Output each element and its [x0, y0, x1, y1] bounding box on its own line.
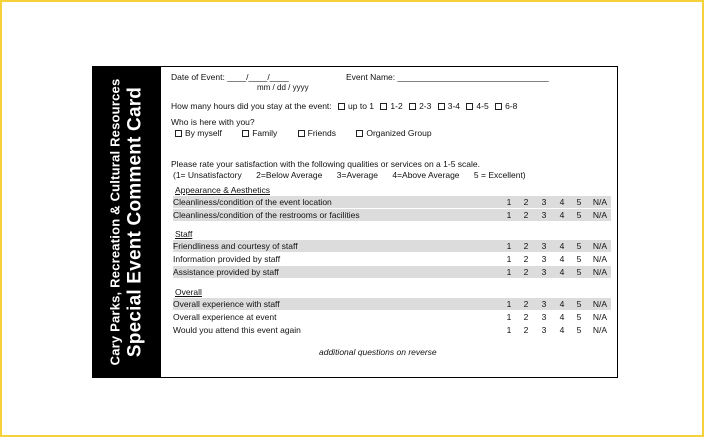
hours-option[interactable]: 2-3	[405, 101, 431, 111]
rating-row	[173, 266, 611, 278]
card-content	[161, 67, 617, 377]
who-option[interactable]: By myself	[171, 128, 222, 138]
rating-choice[interactable]: 2	[523, 197, 529, 207]
legend-5: 5 = Excellent)	[473, 170, 526, 180]
who-option[interactable]: Friends	[294, 128, 336, 138]
legend-2: 2=Below Average	[256, 170, 323, 180]
card-title: Special Event Comment Card	[124, 86, 146, 358]
rating-choice[interactable]: 4	[559, 254, 565, 264]
who-option[interactable]: Family	[238, 128, 277, 138]
rating-choice[interactable]: 2	[523, 267, 529, 277]
rating-choice[interactable]: N/A	[592, 325, 608, 335]
sidebar-title	[108, 79, 147, 366]
section-title: Overall	[175, 287, 202, 297]
rating-choice[interactable]: N/A	[592, 312, 608, 322]
rating-row	[173, 311, 611, 323]
rating-row	[173, 298, 611, 310]
rating-item-label: Friendliness and courtesy of staff	[173, 241, 298, 251]
rating-choice[interactable]: 5	[576, 312, 582, 322]
checkbox-icon[interactable]	[495, 103, 502, 110]
rating-choice[interactable]: 5	[576, 210, 582, 220]
who-options	[171, 128, 432, 138]
rating-choice[interactable]: 5	[576, 197, 582, 207]
rating-choice[interactable]: 4	[559, 312, 565, 322]
hours-question-label: How many hours did you stay at the event:	[171, 101, 332, 111]
checkbox-icon[interactable]	[175, 130, 182, 137]
rating-choice[interactable]: N/A	[592, 299, 608, 309]
rating-choice[interactable]: 5	[576, 325, 582, 335]
rating-item-label: Information provided by staff	[173, 254, 281, 264]
rating-choice[interactable]: 3	[541, 254, 547, 264]
checkbox-icon[interactable]	[380, 103, 387, 110]
checkbox-icon[interactable]	[356, 130, 363, 137]
rating-item-label: Cleanliness/condition of the event location	[173, 197, 332, 207]
checkbox-icon[interactable]	[242, 130, 249, 137]
rating-row	[173, 196, 611, 208]
rating-legend	[173, 170, 526, 180]
comment-card	[92, 66, 618, 378]
rating-choice[interactable]: N/A	[592, 197, 608, 207]
rating-choice[interactable]: 3	[541, 267, 547, 277]
date-of-event-field[interactable]: Date of Event: ____/____/____	[171, 72, 289, 82]
rating-choice[interactable]: 2	[523, 299, 529, 309]
rating-choice[interactable]: N/A	[592, 254, 608, 264]
section-title: Staff	[175, 229, 193, 239]
rating-choice[interactable]: 4	[559, 267, 565, 277]
who-question: Who is here with you?	[171, 117, 255, 127]
rating-row	[173, 324, 611, 336]
rating-choice[interactable]: 5	[576, 299, 582, 309]
rating-choice[interactable]: 4	[559, 325, 565, 335]
rating-item-label: Assistance provided by staff	[173, 267, 279, 277]
rating-choice[interactable]: 5	[576, 254, 582, 264]
rating-choice[interactable]: N/A	[592, 267, 608, 277]
legend-1: (1= Unsatisfactory	[173, 170, 242, 180]
rating-choice[interactable]: 2	[523, 325, 529, 335]
rating-choice[interactable]: 1	[506, 299, 512, 309]
rating-choice[interactable]: 1	[506, 210, 512, 220]
event-name-field[interactable]: Event Name: ________________________________	[346, 72, 549, 82]
rating-choice[interactable]: 3	[541, 325, 547, 335]
rating-choice[interactable]: 3	[541, 299, 547, 309]
rating-choice[interactable]: 3	[541, 241, 547, 251]
rating-choice[interactable]: 2	[523, 312, 529, 322]
checkbox-icon[interactable]	[409, 103, 416, 110]
rating-choice[interactable]: 3	[541, 312, 547, 322]
rating-item-label: Would you attend this event again	[173, 325, 301, 335]
rating-choice[interactable]: 1	[506, 254, 512, 264]
hours-option[interactable]: 4-5	[462, 101, 488, 111]
checkbox-icon[interactable]	[466, 103, 473, 110]
rating-choice[interactable]: 4	[559, 299, 565, 309]
legend-4: 4=Above Average	[392, 170, 460, 180]
rating-choice[interactable]: 1	[506, 197, 512, 207]
footer-note: additional questions on reverse	[319, 347, 437, 357]
legend-3: 3=Average	[336, 170, 378, 180]
rating-row	[173, 209, 611, 221]
hours-option[interactable]: 3-4	[434, 101, 460, 111]
rating-choice[interactable]: 4	[559, 241, 565, 251]
rating-choice[interactable]: 4	[559, 197, 565, 207]
rating-choice[interactable]: 2	[523, 254, 529, 264]
organization-name: Cary Parks, Recreation & Cultural Resources	[107, 78, 123, 366]
who-option[interactable]: Organized Group	[352, 128, 431, 138]
rating-row	[173, 253, 611, 265]
rating-choice[interactable]: N/A	[592, 241, 608, 251]
rating-item-label: Overall experience at event	[173, 312, 277, 322]
rating-choice[interactable]: 1	[506, 267, 512, 277]
hours-question	[171, 101, 517, 111]
rating-choice[interactable]: 5	[576, 241, 582, 251]
rating-choice[interactable]: 1	[506, 325, 512, 335]
checkbox-icon[interactable]	[438, 103, 445, 110]
rating-choice[interactable]: 3	[541, 210, 547, 220]
date-format-hint: mm / dd / yyyy	[257, 83, 309, 92]
rating-choice[interactable]: 1	[506, 312, 512, 322]
hours-option[interactable]: 6-8	[491, 101, 517, 111]
rating-choice[interactable]: 2	[523, 241, 529, 251]
section-title: Appearance & Aesthetics	[175, 185, 270, 195]
rating-item-label: Overall experience with staff	[173, 299, 280, 309]
rating-choice[interactable]: 1	[506, 241, 512, 251]
rating-instruction: Please rate your satisfaction with the following qualities or services on a 1-5 scale.	[171, 159, 480, 169]
rating-choice[interactable]: 2	[523, 210, 529, 220]
rating-row	[173, 240, 611, 252]
rating-item-label: Cleanliness/condition of the restrooms or facilities	[173, 210, 360, 220]
rating-choice[interactable]: 5	[576, 267, 582, 277]
checkbox-icon[interactable]	[298, 130, 305, 137]
rating-choice[interactable]: 4	[559, 210, 565, 220]
hours-option[interactable]: 1-2	[376, 101, 402, 111]
rating-choice[interactable]: 3	[541, 197, 547, 207]
hours-option[interactable]: up to 1	[334, 101, 374, 111]
checkbox-icon[interactable]	[338, 103, 345, 110]
rating-choice[interactable]: N/A	[592, 210, 608, 220]
card-sidebar	[93, 67, 161, 377]
